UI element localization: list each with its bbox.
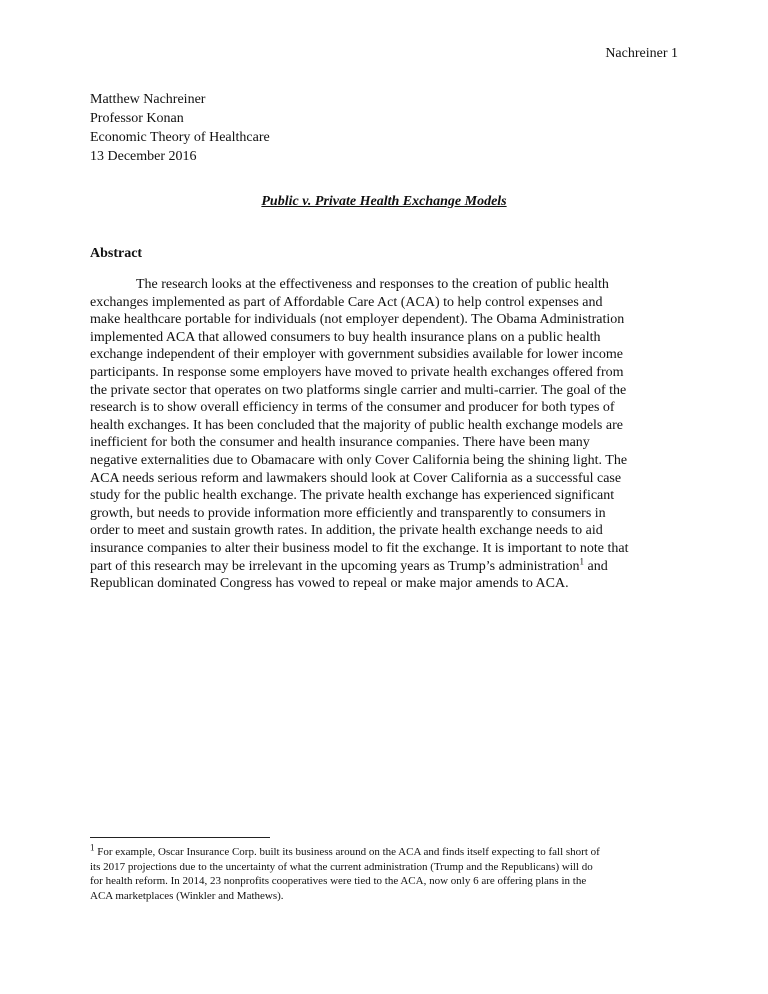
heading-block (90, 90, 270, 166)
abstract-line: Republican dominated Congress has vowed to repeal or make major amends to ACA. (90, 576, 569, 592)
abstract-line (90, 555, 680, 576)
abstract-line: insurance companies to alter their business model to fit the exchange. It is important to note that (90, 540, 629, 556)
abstract-line: The research looks at the effectiveness and responses to the creation of public health (136, 277, 609, 292)
abstract-line: research is to show overall efficiency in terms of the consumer and producer for both types of (90, 400, 615, 416)
abstract-body (90, 276, 680, 593)
abstract-line: study for the public health exchange. The private health exchange has experienced significant (90, 488, 615, 504)
abstract-heading: Abstract (90, 246, 143, 261)
instructor-name: Professor Konan (90, 111, 184, 126)
abstract-text: and (584, 558, 608, 574)
footnote-line (90, 842, 690, 860)
abstract-line: exchange independent of their employer with government subsidies available for lower income (90, 347, 623, 363)
footnote-line: for health reform. In 2014, 23 nonprofits cooperatives were tied to the ACA, now only 6 are offering plans in the (90, 875, 587, 887)
footnote-line: ACA marketplaces (Winkler and Mathews). (90, 889, 284, 902)
abstract-line: participants. In response some employers have moved to private health exchanges offered from (90, 364, 624, 380)
footnote-line: its 2017 projections due to the uncertainty of what the current administration (Trump and the Republicans) will do (90, 860, 593, 873)
paper-title: Public v. Private Health Exchange Models (261, 194, 507, 209)
footnote-reference: 1 (579, 555, 584, 566)
author-name: Matthew Nachreiner (90, 92, 206, 107)
running-head: Nachreiner 1 (605, 46, 678, 61)
abstract-line: exchanges implemented as part of Affordable Care Act (ACA) to help control expenses and (90, 294, 603, 310)
abstract-line: negative externalities due to Obamacare with only Cover California being the shining light. The (90, 452, 628, 468)
abstract-line: health exchanges. It has been concluded that the majority of public health exchange models are (90, 417, 623, 433)
footnote-marker: 1 (90, 842, 95, 853)
abstract-line: inefficient for both the consumer and health insurance companies. There have been many (90, 435, 590, 451)
abstract-line: ACA needs serious reform and lawmakers should look at Cover California as a successful case (90, 470, 622, 486)
abstract-line: implemented ACA that allowed consumers to buy health insurance plans on a public health (90, 329, 601, 345)
abstract-text: part of this research may be irrelevant in the upcoming years as Trump’s administration (90, 558, 580, 574)
abstract-line: the private sector that operates on two platforms single carrier and multi-carrier. The goal of the (90, 382, 627, 398)
footnote-text: For example, Oscar Insurance Corp. built its business around on the ACA and finds itself expecting to fall short of (94, 846, 600, 858)
abstract-line: order to meet and sustain growth rates. In addition, the private health exchange needs to aid (90, 523, 603, 539)
footnote-separator (90, 837, 270, 838)
footnote (90, 842, 690, 903)
abstract-line: make healthcare portable for individuals (not employer dependent). The Obama Administration (90, 312, 625, 328)
course-name: Economic Theory of Healthcare (90, 130, 270, 145)
abstract-line: growth, but needs to provide information more efficiently and transparently to consumers in (90, 505, 606, 521)
paper-date: 13 December 2016 (90, 149, 197, 164)
